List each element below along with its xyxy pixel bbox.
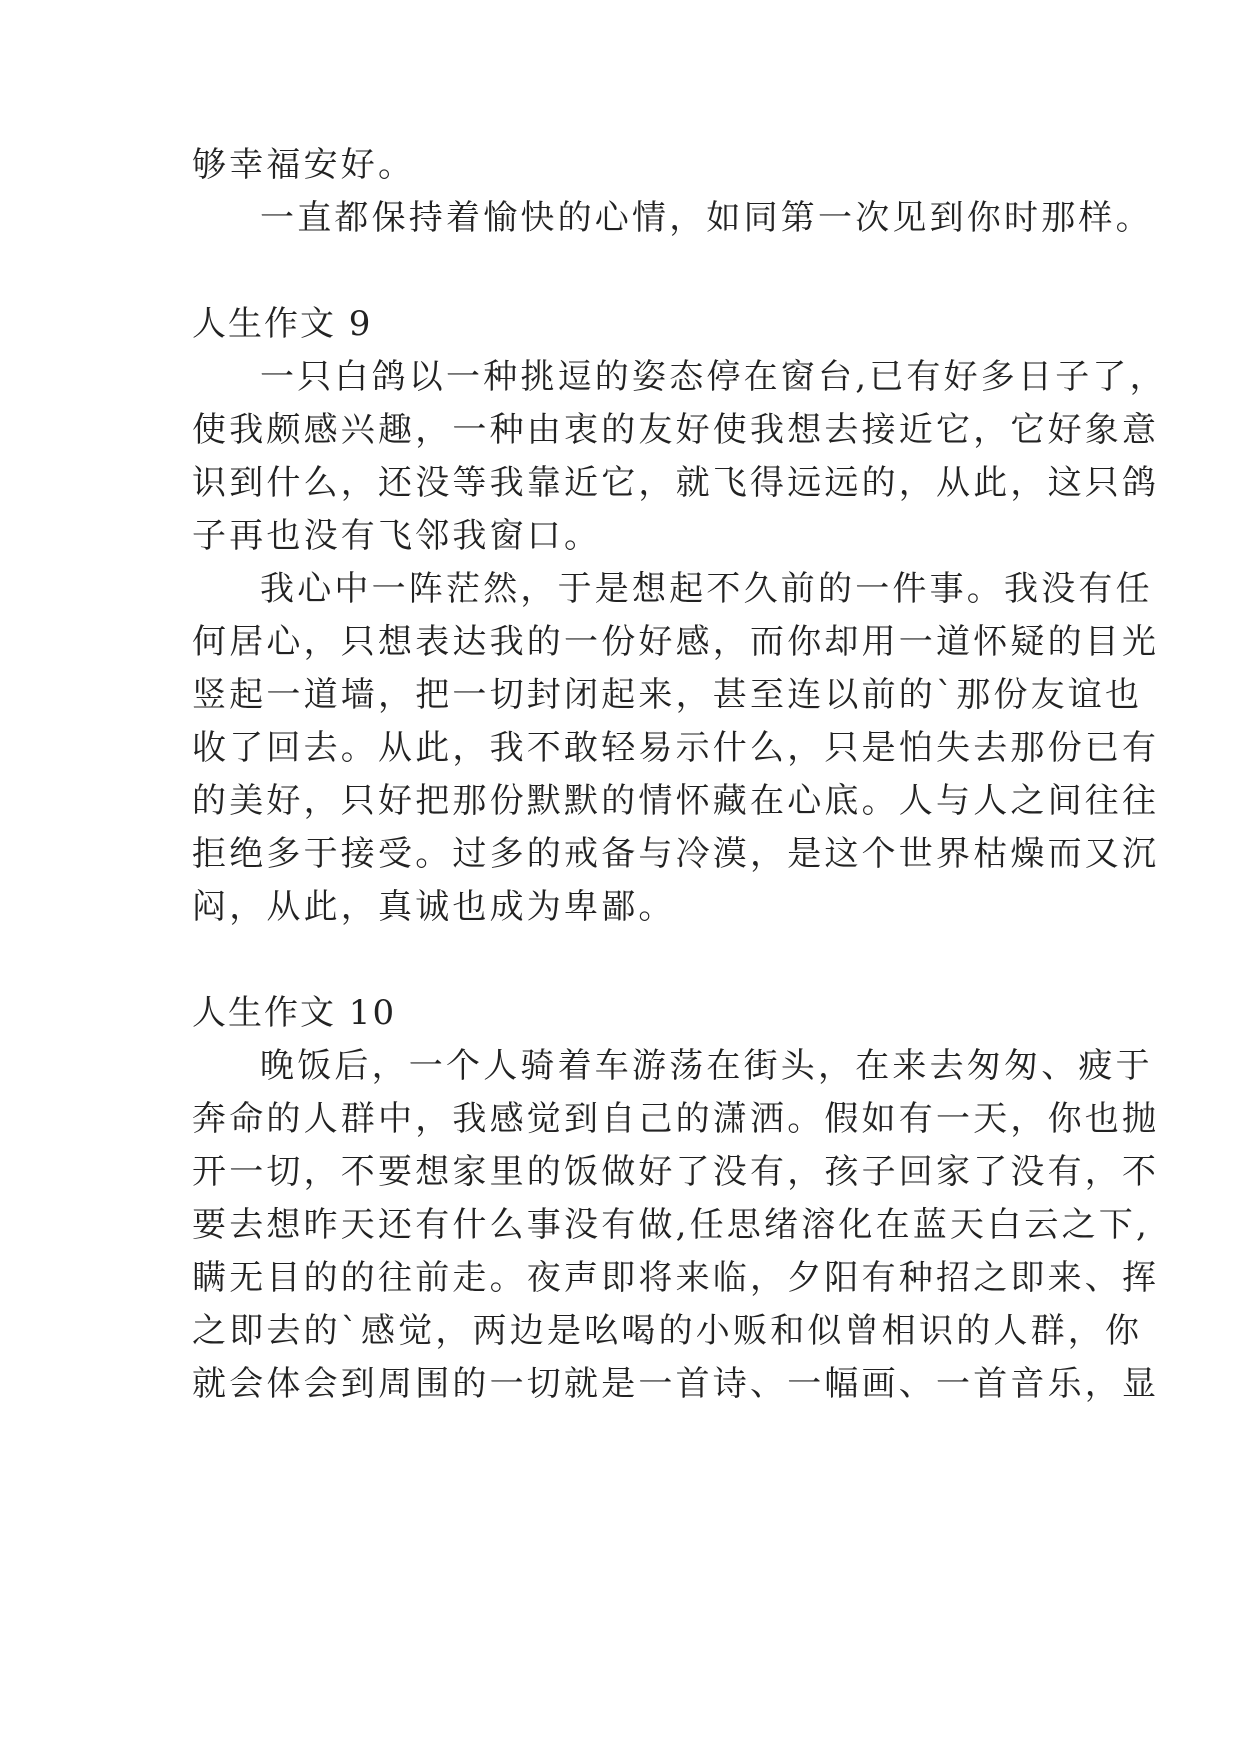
paragraph-line: 开一切，不要想家里的饭做好了没有，孩子回家了没有，不 [192,1152,1160,1192]
paragraph-line: 收了回去。从此，我不敢轻易示什么，只是怕失去那份已有 [192,728,1160,768]
paragraph-line: 子再也没有飞邻我窗口。 [192,516,602,556]
paragraph-line: 够幸福安好。 [192,145,416,185]
paragraph-line: 一直都保持着愉快的心情，如同第一次见到你时那样。 [260,198,1153,238]
paragraph-line: 奔命的人群中，我感觉到自己的潇洒。假如有一天，你也抛 [192,1099,1160,1139]
paragraph-line: 闷，从此，真诚也成为卑鄙。 [192,887,676,927]
paragraph-line: 拒绝多于接受。过多的戒备与冷漠，是这个世界枯燥而又沉 [192,834,1160,874]
paragraph-line: 我心中一阵茫然，于是想起不久前的一件事。我没有任 [260,569,1153,609]
section-heading: 人生作文 10 [192,993,397,1033]
paragraph-line: 之即去的`感觉，两边是吆喝的小贩和似曾相识的人群，你 [192,1311,1143,1351]
paragraph-line: 瞒无目的的往前走。夜声即将来临，夕阳有种招之即来、挥 [192,1258,1160,1298]
paragraph-line: 要去想昨天还有什么事没有做,任思绪溶化在蓝天白云之下, [192,1205,1151,1245]
section-heading: 人生作文 9 [192,304,373,344]
paragraph-line: 识到什么，还没等我靠近它，就飞得远远的，从此，这只鸽 [192,463,1160,503]
paragraph-line: 就会体会到周围的一切就是一首诗、一幅画、一首音乐，显 [192,1364,1160,1404]
paragraph-line: 晚饭后，一个人骑着车游荡在街头，在来去匆匆、疲于 [260,1046,1153,1086]
paragraph-line: 何居心，只想表达我的一份好感，而你却用一道怀疑的目光 [192,622,1160,662]
paragraph-line: 竖起一道墙，把一切封闭起来，甚至连以前的`那份友谊也 [192,675,1143,715]
paragraph-line: 使我颇感兴趣，一种由衷的友好使我想去接近它，它好象意 [192,410,1160,450]
paragraph-line: 一只白鸽以一种挑逗的姿态停在窗台,已有好多日子了， [260,357,1167,397]
paragraph-line: 的美好，只好把那份默默的情怀藏在心底。人与人之间往往 [192,781,1160,821]
